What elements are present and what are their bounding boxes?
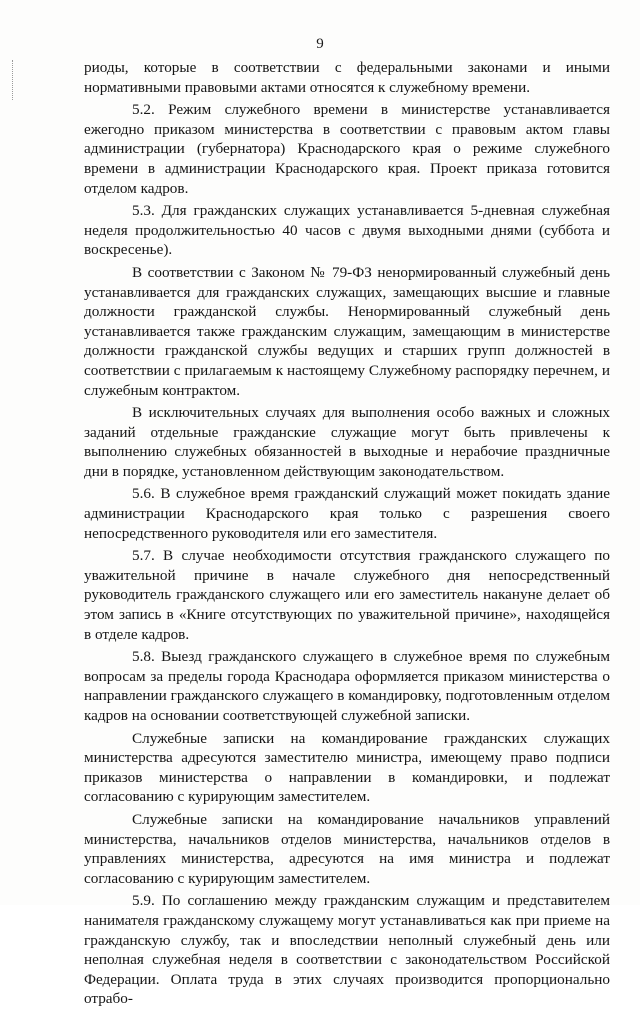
- document-text-body: [84, 58, 610, 1009]
- paragraph-5-6: 5.6. В служебное время гражданский служащий может покидать здание администрации Краснодарского края только с разрешения своего непосредственного руководителя или его заместителя.: [84, 485, 610, 542]
- paragraph-5-7: 5.7. В случае необходимости отсутствия гражданского служащего по уважительной причине в начале служебного дня непосредственный руководитель гражданского служащего или его заместитель накануне делает об этом запись в «Книге отсутствующих по уважительной причине», находящейся в отделе кадров.: [84, 547, 610, 643]
- paragraph-5-2: 5.2. Режим служебного времени в министерстве устанавливается ежегодно приказом министерства в соответствии с правовым актом главы администрации (губернатора) Краснодарского края о режиме служебного времени в администрации Краснодарского края. Проект приказа готовится отделом кадров.: [84, 101, 610, 197]
- paragraph-managers-trip-notes: Служебные записки на командирование начальников управлений министерства, начальников отделов министерства, начальников отделов в управлениях министерства, адресуются на имя министра и подлежат согласованию с курирующим заместителем.: [84, 810, 610, 887]
- margin-scan-marks: [12, 60, 17, 100]
- paragraph-5-3: 5.3. Для гражданских служащих устанавливается 5-дневная служебная неделя продолжительностью 40 часов с двумя выходными днями (суббота и воскресенье).: [84, 202, 610, 259]
- page-number: 9: [316, 36, 324, 52]
- paragraph-irregular-day: В соответствии с Законом № 79-ФЗ ненормированный служебный день устанавливается для гражданских служащих, замещающих высшие и главные должности гражданской службы. Ненормированный служебный день устанавливается также гражданским служащим, замещающим в министерстве должности гражданской службы ведущих и старших групп должностей в соответствии с прилагаемым к настоящему Служебному распорядку перечнем, и служебным контрактом.: [84, 263, 610, 399]
- paragraph-business-trip-notes: Служебные записки на командирование гражданских служащих министерства адресуются заместителю министра, имеющему право подписи приказов министерства о направлении в командировки, и подлежат согласованию с курирующим заместителем.: [84, 729, 610, 806]
- paragraph-5-8: 5.8. Выезд гражданского служащего в служебное время по служебным вопросам за пределы города Краснодара оформляется приказом министерства о направлении гражданского служащего в командировку, подготовленным отделом кадров на основании соответствующей служебной записки.: [84, 648, 610, 724]
- paragraph-continuation: риоды, которые в соответствии с федеральными законами и иными нормативными правовыми актами относятся к служебному времени.: [84, 59, 610, 96]
- paragraph-5-9: 5.9. По соглашению между гражданским служащим и представителем нанимателя гражданскому служащему могут устанавливаться как при приеме на гражданскую службу, так и впоследствии неполный служебный день или неполная служебная неделя в соответствии с законодательством Российской Федерации. Оплата труда в этих случаях производится пропорционально отрабо-: [84, 892, 610, 1008]
- paragraph-exceptional-cases: В исключительных случаях для выполнения особо важных и сложных заданий отдельные гражданские служащие могут быть привлечены к выполнению служебных обязанностей в выходные и нерабочие праздничные дни в порядке, установленном действующим законодательством.: [84, 404, 610, 480]
